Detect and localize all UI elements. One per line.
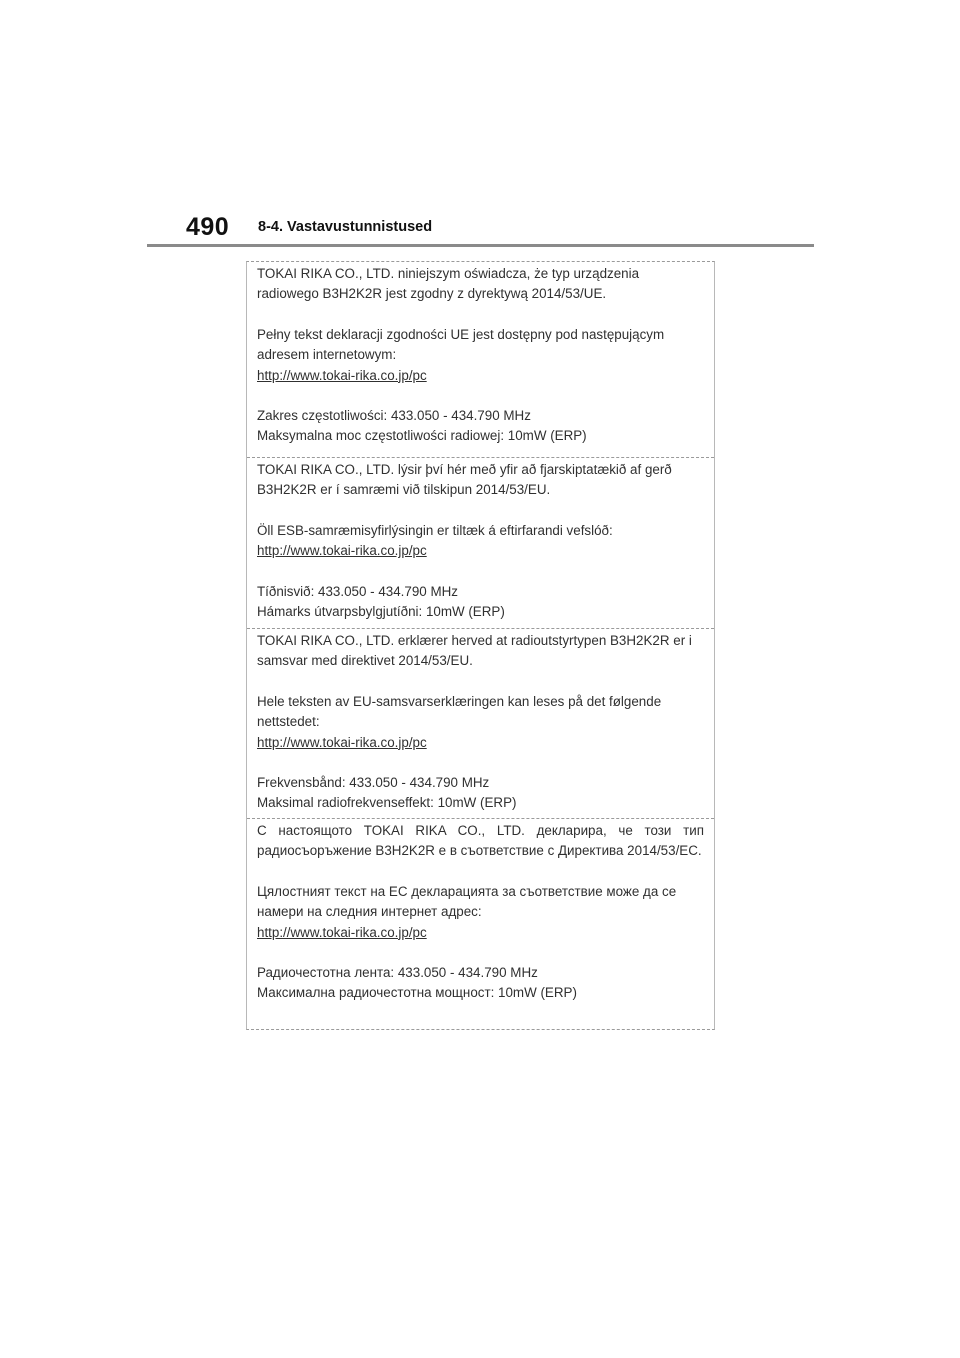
section-title: 8-4. Vastavustunnistused [258,219,433,235]
declaration-full-text-info [257,521,704,562]
declaration-norwegian [247,628,714,814]
declaration-specs [257,582,704,623]
declaration-box [246,261,715,1030]
declaration-bulgarian [247,818,714,1004]
declaration-intro: С настоящото TOKAI RIKA CO., LTD. декларира, че този тип радиосъоръжение B3H2K2R е в съответствие с Директива 2014/53/ЕС. [257,823,704,859]
max-power: Максимална радиочестотна мощност: 10mW (ERP) [257,985,577,1001]
page-number: 490 [186,213,230,241]
full-text-line: Hele teksten av EU-samsvarserklæringen kan leses på det følgende nettstedet: [257,693,662,730]
frequency-range: Tíðnisvið: 433.050 - 434.790 MHz [257,583,458,599]
max-power: Maksymalna moc częstotliwości radiowej: 10mW (ERP) [257,428,587,444]
max-power: Hámarks útvarpsbylgjutíðni: 10mW (ERP) [257,604,505,620]
declaration-intro: TOKAI RIKA CO., LTD. lýsir því hér með yfir að fjarskiptatækið af gerð B3H2K2R er í samræmi við tilskipun 2014/53/EU. [257,462,672,498]
declaration-specs [257,963,704,1004]
frequency-range: Zakres częstotliwości: 433.050 - 434.790 MHz [257,408,531,424]
declaration-url-link[interactable]: http://www.tokai-rika.co.jp/pc [257,924,427,940]
declaration-url-link[interactable]: http://www.tokai-rika.co.jp/pc [257,367,427,383]
full-text-line: Цялостният текст на ЕС декларацията за съответствие може да се намери на следния интернет адрес: [257,883,677,920]
full-text-line: Pełny tekst deklaracji zgodności UE jest dostępny pod następującym adresem internetowym: [257,326,665,363]
declaration-full-text-info [257,882,704,943]
declaration-icelandic [247,457,714,622]
declaration-polish [247,264,714,447]
frequency-range: Радиочестотна лента: 433.050 - 434.790 MHz [257,965,538,981]
frequency-range: Frekvensbånd: 433.050 - 434.790 MHz [257,775,490,791]
declaration-full-text-info [257,325,704,386]
declaration-intro: TOKAI RIKA CO., LTD. erklærer herved at radioutstyrtypen B3H2K2R er i samsvar med direktivet 2014/53/EU. [257,633,692,669]
declaration-url-link[interactable]: http://www.tokai-rika.co.jp/pc [257,734,427,750]
declaration-intro: TOKAI RIKA CO., LTD. niniejszym oświadcza, że typ urządzenia radiowego B3H2K2R jest zgodny z dyrektywą 2014/53/UE. [257,266,640,302]
full-text-line: Öll ESB-samræmisyfirlýsingin er tiltæk á eftirfarandi vefslóð: [257,522,613,538]
declaration-specs [257,773,704,814]
max-power: Maksimal radiofrekvenseffekt: 10mW (ERP) [257,795,517,811]
declaration-url-link[interactable]: http://www.tokai-rika.co.jp/pc [257,543,427,559]
declaration-specs [257,406,704,447]
declaration-full-text-info [257,692,704,753]
header-divider [147,244,814,247]
